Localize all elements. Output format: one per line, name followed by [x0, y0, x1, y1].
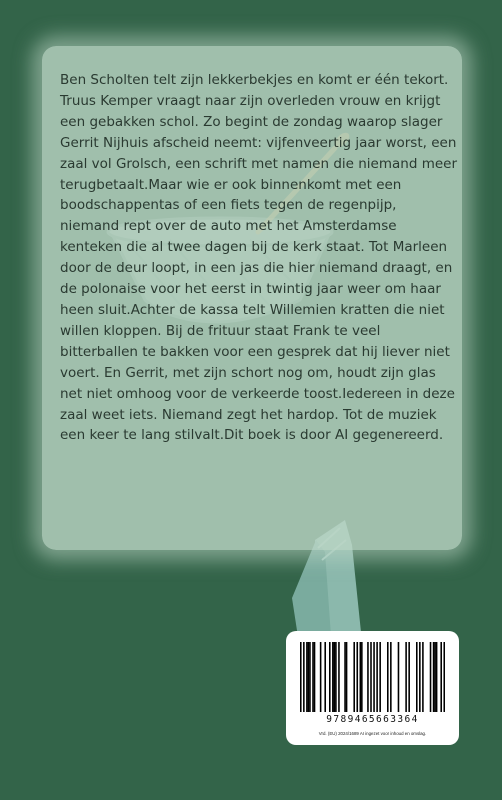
barcode-box	[286, 631, 459, 745]
barcode-bar	[390, 642, 392, 712]
barcode-bar	[440, 642, 442, 712]
barcode-bar	[443, 642, 445, 712]
barcode-bar	[303, 642, 305, 712]
barcode-bar	[379, 642, 381, 712]
barcode-bar	[335, 642, 337, 712]
barcode-bar	[434, 642, 436, 712]
barcode-bar	[405, 642, 407, 712]
barcode-bar	[376, 642, 378, 712]
barcode-bar	[344, 642, 346, 712]
barcode-bar	[367, 642, 369, 712]
barcode-bar	[370, 642, 372, 712]
barcode-bar	[308, 642, 310, 712]
barcode-bar	[329, 642, 331, 712]
barcode-bar	[430, 642, 432, 712]
barcode-bar	[353, 642, 355, 712]
barcode-bar	[346, 642, 348, 712]
barcode-bar	[306, 642, 308, 712]
barcode-bar	[324, 642, 326, 712]
back-cover-blurb: Ben Scholten telt zijn lekkerbekjes en komt er één tekort. Truus Kemper vraagt naar zijn overleden vrouw en krijgt een gebakken schol. Zo begint de zondag waarop slager Gerrit Nijhuis afscheid neemt: vijfenveertig jaar worst, een zaal vol Grolsch, een schrift met namen die niemand meer terugbetaalt.Maar wie er ook binnenkomt met een boodschappentas of een fiets tegen de regenpijp, niemand rept over de auto met het Amsterdamse kenteken die al twee dagen bij de kerk staat. Tot Marleen door de deur loopt, in een jas die hier niemand draagt, en de polonaise voor het eerst in twintig jaar weer om haar heen sluit.Achter de kassa telt Willemien kratten die niet willen kloppen. Bij de frituur staat Frank te veel bitterballen te bakken voor een gesprek dat hij liever niet voert. En Gerrit, met zijn schort nog om, houdt zijn glas net niet omhoog voor de verkeerde toost.Iedereen in deze zaal weet iets. Niemand zegt het hardop. Tot de muziek een keer te lang stilvalt.Dit boek is door AI gegenereerd.	[60, 72, 458, 444]
barcode-bar	[338, 642, 340, 712]
ai-disclosure-fineprint: Vrd. (EU) 2024/1689 AI ingezet voor inhoud en omslag.	[318, 731, 427, 736]
barcode-bar	[433, 642, 435, 712]
barcode-bar	[398, 642, 400, 712]
barcode-bar	[419, 642, 421, 712]
barcode-bar	[408, 642, 410, 712]
barcode-bar	[334, 642, 336, 712]
barcode-bar	[300, 642, 302, 712]
barcode-bar	[436, 642, 438, 712]
barcode-bar	[416, 642, 418, 712]
barcode-bar	[387, 642, 389, 712]
barcode-bar	[360, 642, 362, 712]
barcode-bar	[356, 642, 358, 712]
barcode-bar	[309, 642, 311, 712]
barcode-bar	[312, 642, 314, 712]
barcode-bar	[361, 642, 363, 712]
barcode-bar	[422, 642, 424, 712]
barcode-bar	[373, 642, 375, 712]
barcode-bar	[332, 642, 334, 712]
barcode-bar	[314, 642, 316, 712]
isbn-barcode	[300, 642, 445, 712]
barcode-bar	[320, 642, 322, 712]
isbn-number: 9789465663364	[326, 714, 419, 725]
